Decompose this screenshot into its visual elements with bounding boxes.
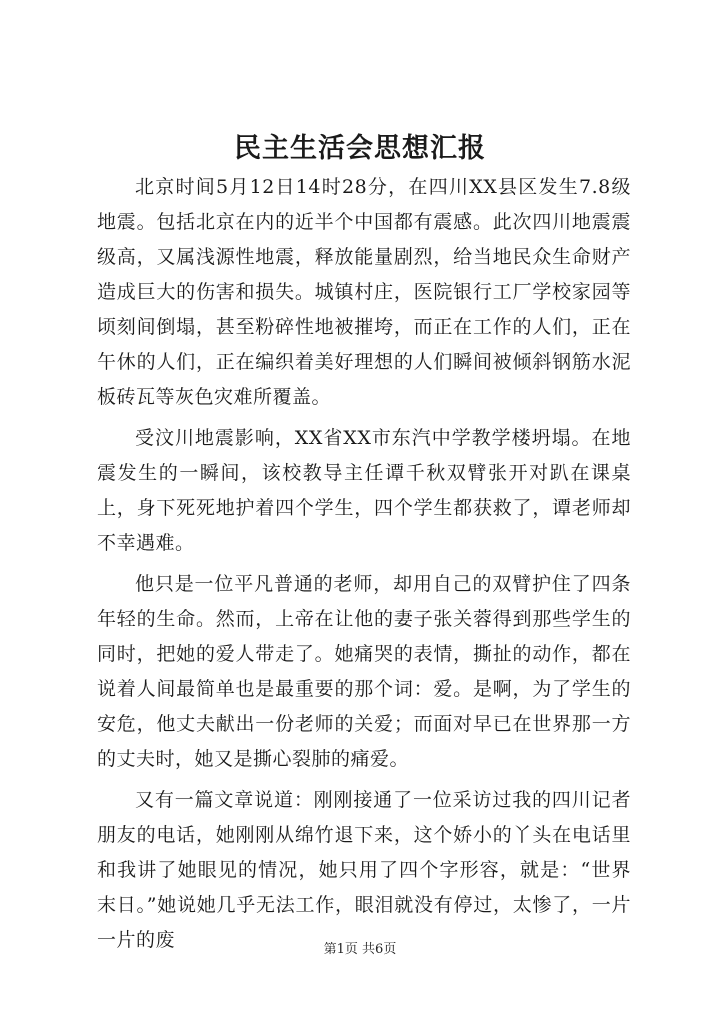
document-body [97,170,631,964]
paragraph-4: 又有一篇文章说道：刚刚接通了一位采访过我的四川记者朋友的电话，她刚刚从绵竹退下来，这个娇小的丫头在电话里和我讲了她眼见的情况，她只用了四个字形容，就是：“世界末日。”她说她几乎无法工作，眼泪就没有停过，太惨了，一片一片的废 [97,789,631,951]
page-footer: 第1页 共6页 [323,942,397,957]
document-title: 民主生活会思想汇报 [234,133,486,164]
paragraph-2: 受汶川地震影响，XX省XX市东汽中学教学楼坍塌。在地震发生的一瞬间，该校教导主任谭千秋双臂张开对趴在课桌上，身下死死地护着四个学生，四个学生都获救了，谭老师却不幸遇难。 [97,427,631,554]
paragraph-1: 北京时间5月12日14时28分，在四川XX县区发生7.8级地震。包括北京在内的近半个中国都有震感。此次四川地震震级高，又属浅源性地震，释放能量剧烈，给当地民众生命财产造成巨大的伤害和损失。城镇村庄，医院银行工厂学校家园等顷刻间倒塌，甚至粉碎性地被摧垮，而正在工作的人们，正在午休的人们，正在编织着美好理想的人们瞬间被倾斜钢筋水泥板砖瓦等灰色灾难所覆盖。 [97,176,631,408]
paragraph-3: 他只是一位平凡普通的老师，却用自己的双臂护住了四条年轻的生命。然而，上帝在让他的妻子张关蓉得到那些学生的同时，把她的爱人带走了。她痛哭的表情，撕扯的动作，都在说着人间最简单也是最重要的那个词：爱。是啊，为了学生的安危，他丈夫献出一份老师的关爱；而面对早已在世界那一方的丈夫时，她又是撕心裂肺的痛爱。 [97,573,631,770]
